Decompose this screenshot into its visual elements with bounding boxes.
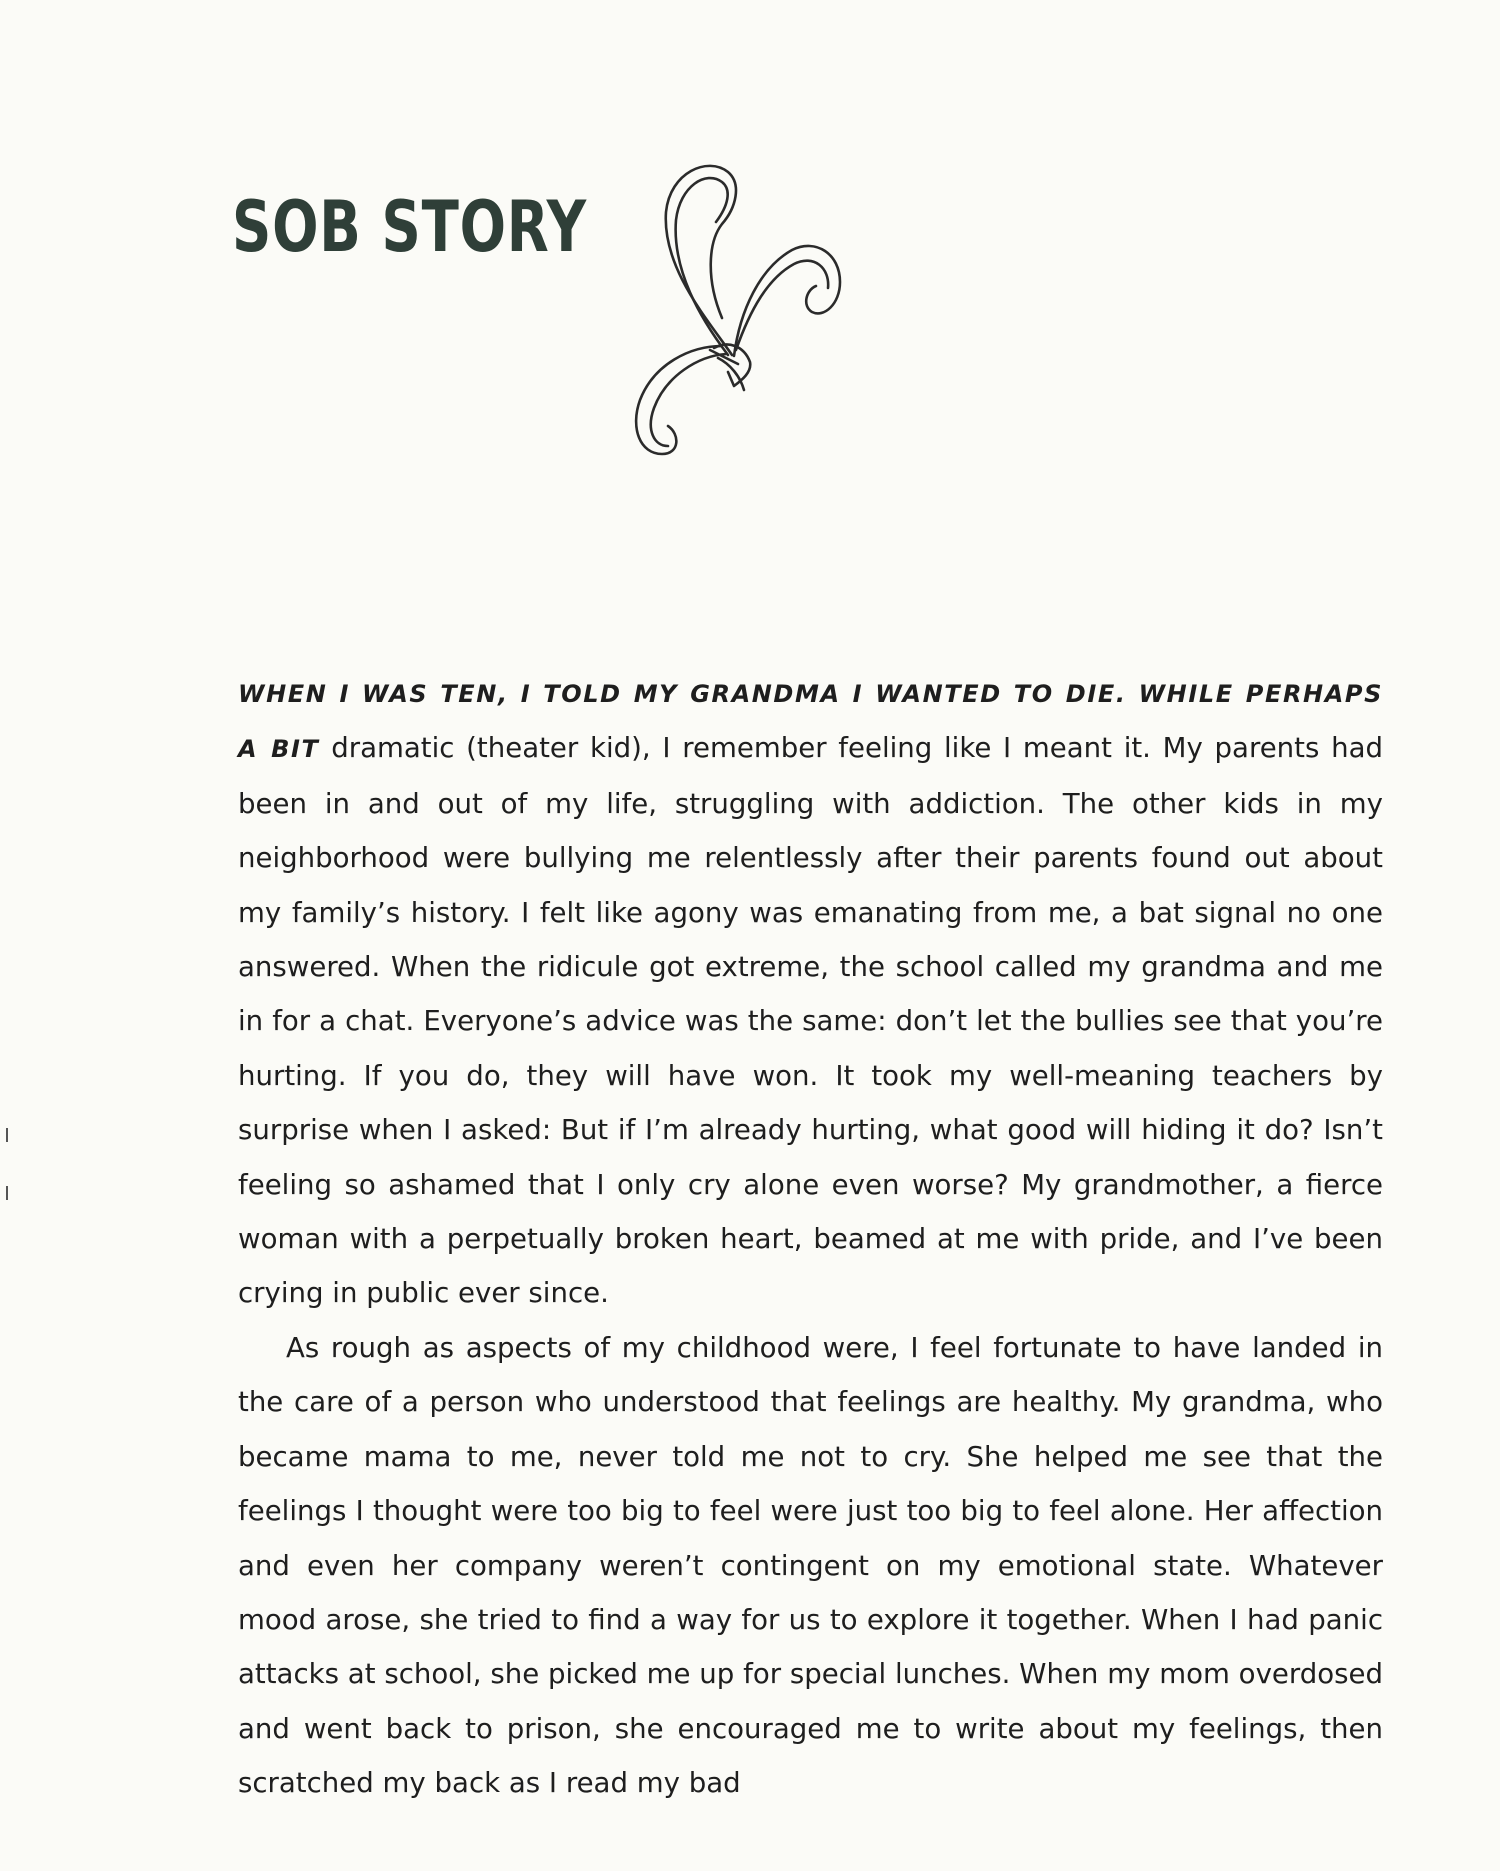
margin-mark bbox=[6, 1128, 8, 1142]
leaf-sprig-icon bbox=[610, 150, 850, 470]
margin-mark bbox=[6, 1186, 8, 1200]
paragraph-1-text: dramatic (theater kid), I remember feeling like I meant it. My parents had been in and out of my life, struggling with addiction. The other kids in my neighborhood were bullying me relentlessly after their parents found out about my family’s history. I felt like agony was emanating from me, a bat signal no one answered. When the ridicule got extreme, the school called my grandma and me in for a chat. Everyone’s advice was the same: don’t let the bullies see that you’re hurting. If you do, they will have won. It took my well-meaning teachers by surprise when I asked: But if I’m already hurting, what good will hiding it do? Isn’t feeling so ashamed that I only cry alone even worse? My grandmother, a fierce woman with a perpetually broken heart, beamed at me with pride, and I’ve been crying in public ever since. bbox=[238, 731, 1383, 1310]
paragraph-1 bbox=[238, 666, 1383, 1321]
lead-in-text: WHEN I WAS TEN, I TOLD MY GRANDMA I WANTED TO DIE. WHILE PERHAPS A BIT bbox=[238, 680, 1383, 764]
chapter-body bbox=[238, 666, 1383, 1811]
paragraph-2: As rough as aspects of my childhood were, I feel fortunate to have landed in the care of a person who understood that feelings are healthy. My grandma, who became mama to me, never told me not to cry. She helped me see that the feelings I thought were too big to feel were just too big to feel alone. Her affection and even her company weren’t contingent on my emotional state. Whatever mood arose, she tried to find a way for us to explore it together. When I had panic attacks at school, she picked me up for special lunches. When my mom overdosed and went back to prison, she encouraged me to write about my feelings, then scratched my back as I read my bad bbox=[238, 1330, 1383, 1800]
chapter-title: SOB STORY bbox=[232, 186, 587, 268]
